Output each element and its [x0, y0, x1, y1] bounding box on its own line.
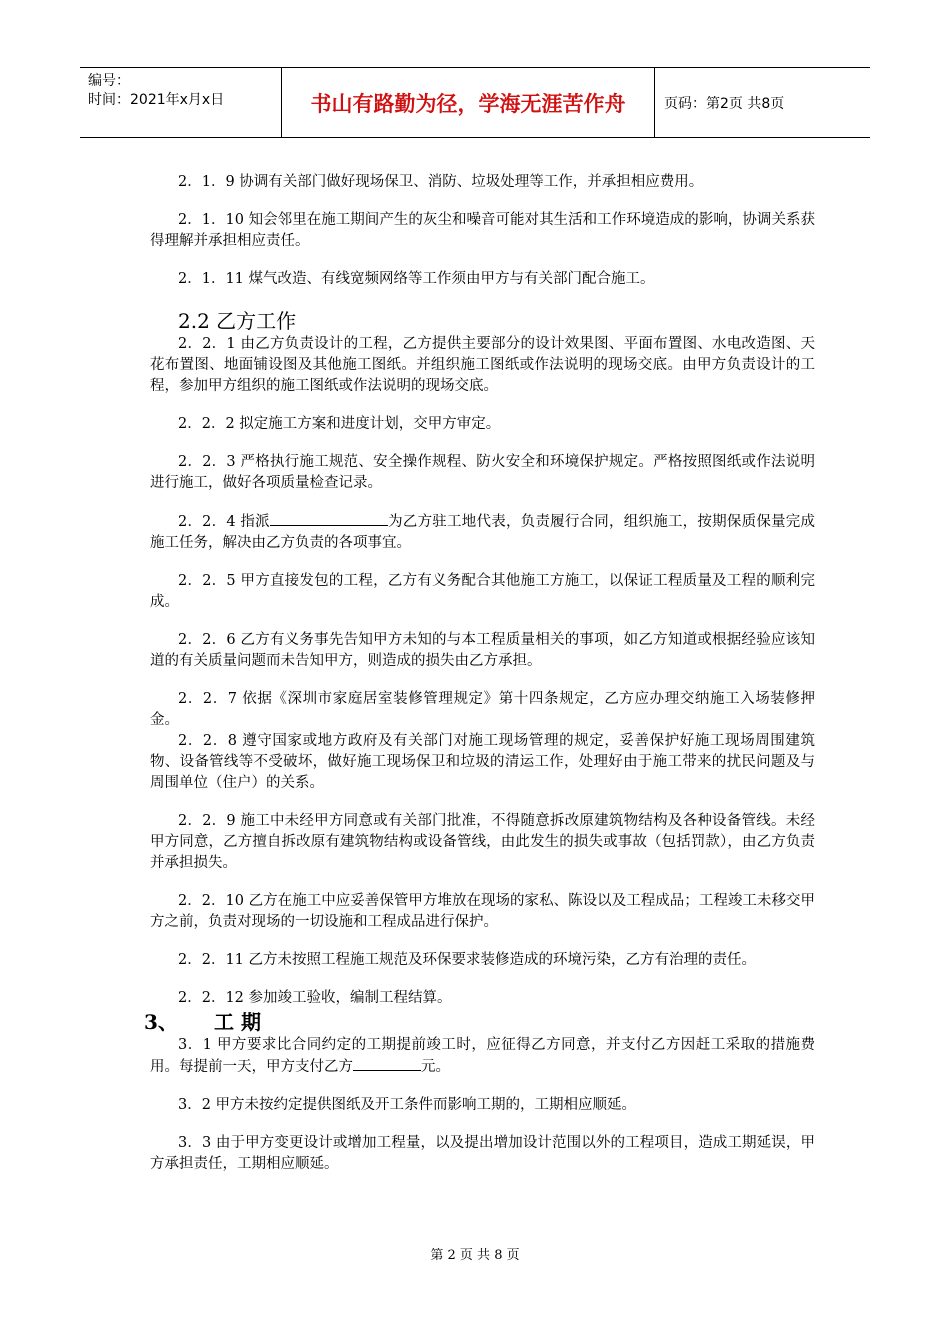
representative-blank[interactable] — [270, 511, 388, 526]
clause-3-1-suffix: 元。 — [421, 1059, 450, 1075]
page-footer: 第 2 页 共 8 页 — [430, 1248, 520, 1263]
clause-2-2-4-prefix: 2．2．4 指派 — [178, 514, 270, 530]
document-number-label: 编号： — [88, 73, 130, 89]
clause-3-1 — [150, 1035, 815, 1078]
section-heading-2-2: 2.2 乙方工作 — [178, 309, 297, 333]
section-3-number: 3、 — [144, 1010, 178, 1034]
header-motto: 书山有路勤为径，学海无涯苦作舟 — [282, 68, 655, 137]
clause-2-2-6: 2．2．6 乙方有义务事先告知甲方未知的与本工程质量相关的事项，如乙方知道或根据经验应该知道的有关质量问题而未告知甲方，则造成的损失由乙方承担。 — [150, 632, 815, 669]
section-3-title: 工 期 — [214, 1010, 261, 1034]
clause-3-1-text: 3．1 甲方要求比合同约定的工期提前竣工时，应征得乙方同意，并支付乙方因赶工采取的措施费用。每提前一天，甲方支付乙方 — [150, 1037, 815, 1075]
clause-2-2-2: 2．2．2 拟定施工方案和进度计划，交甲方审定。 — [178, 416, 501, 432]
clause-3-2: 3．2 甲方未按约定提供图纸及开工条件而影响工期的，工期相应顺延。 — [178, 1097, 637, 1113]
document-body — [144, 172, 815, 1175]
clause-2-2-5: 2．2．5 甲方直接发包的工程，乙方有义务配合其他施工方施工，以保证工程质量及工程的顺利完成。 — [150, 573, 815, 610]
clause-2-2-9: 2．2．9 施工中未经甲方同意或有关部门批准，不得随意拆改原建筑物结构及各种设备管线。未经甲方同意，乙方擅自拆改原有建筑物结构或设备管线，由此发生的损失或事故（包括罚款），由乙方负责并承担损失。 — [150, 813, 815, 871]
page-header — [80, 67, 870, 138]
clause-2-2-10: 2．2．10 乙方在施工中应妥善保管甲方堆放在现场的家私、陈设以及工程成品；工程竣工未移交甲方之前，负责对现场的一切设施和工程成品进行保护。 — [150, 893, 815, 930]
daily-fee-blank[interactable] — [353, 1056, 421, 1071]
clause-2-2-3: 2．2．3 严格执行施工规范、安全操作规程、防火安全和环境保护规定。严格按照图纸或作法说明进行施工，做好各项质量检查记录。 — [150, 454, 815, 491]
clause-2-2-1: 2．2．1 由乙方负责设计的工程，乙方提供主要部分的设计效果图、平面布置图、水电改造图、天花布置图、地面铺设图及其他施工图纸。并组织施工图纸或作法说明的现场交底。由甲方负责设计的工程，参加甲方组织的施工图纸或作法说明的现场交底。 — [150, 336, 815, 394]
document-time-label: 时间：2021年x月x日 — [88, 92, 225, 108]
header-page-info: 页码：第2页 共8页 — [664, 95, 785, 112]
clause-2-2-7: 2．2．7 依据《深圳市家庭居室装修管理规定》第十四条规定，乙方应办理交纳施工入场装修押金。 — [150, 691, 815, 728]
clause-2-2-12: 2．2．12 参加竣工验收，编制工程结算。 — [178, 990, 452, 1006]
clause-2-1-11: 2．1．11 煤气改造、有线宽频网络等工作须由甲方与有关部门配合施工。 — [178, 271, 655, 287]
clause-2-2-4 — [150, 511, 815, 554]
clause-3-3: 3．3 由于甲方变更设计或增加工程量，以及提出增加设计范围以外的工程项目，造成工期延误，甲方承担责任，工期相应顺延。 — [150, 1135, 815, 1172]
section-heading-3 — [144, 1009, 815, 1035]
clause-2-2-4-text: 为乙方驻工地代表，负责履行合同，组织施工，按期保质保量完成施工任务，解决由乙方负责的各项事宜。 — [150, 514, 815, 551]
clause-2-2-11: 2．2．11 乙方未按照工程施工规范及环保要求装修造成的环境污染，乙方有治理的责任。 — [178, 952, 757, 968]
header-meta — [80, 68, 282, 137]
clause-2-2-8: 2．2．8 遵守国家或地方政府及有关部门对施工现场管理的规定，妥善保护好施工现场周围建筑物、设备管线等不受破坏，做好施工现场保卫和垃圾的清运工作，处理好由于施工带来的扰民问题及与周围单位（住户）的关系。 — [150, 733, 815, 791]
clause-2-1-9: 2．1．9 协调有关部门做好现场保卫、消防、垃圾处理等工作，并承担相应费用。 — [178, 174, 704, 190]
clause-2-1-10: 2．1．10 知会邻里在施工期间产生的灰尘和噪音可能对其生活和工作环境造成的影响，协调关系获得理解并承担相应责任。 — [150, 212, 815, 249]
